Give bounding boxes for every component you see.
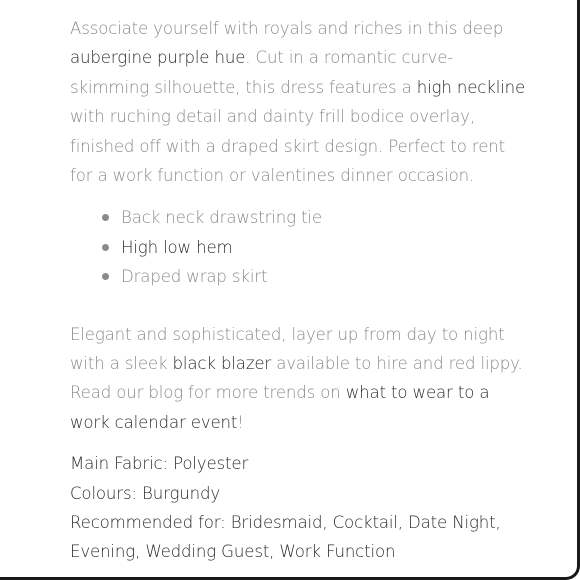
high-low-hem-link[interactable]: High low hem xyxy=(121,237,233,257)
styling-text: available to hire and red lippy. Read our blog for more trends on xyxy=(70,354,523,403)
product-specs xyxy=(70,449,530,567)
feature-list xyxy=(70,203,530,291)
feature-list-item[interactable] xyxy=(70,233,530,262)
feature-text: Draped wrap skirt xyxy=(121,267,268,287)
black-blazer-link[interactable]: black blazer xyxy=(172,354,272,374)
description-text: Associate yourself with royals and riches in this deep xyxy=(70,19,504,38)
high-neckline-link[interactable]: high neckline xyxy=(416,77,526,97)
description-text: with ruching detail and dainty frill bodice overlay, finished off with a draped skirt design. Perfect to rent for a work function or valentines dinner occasion. xyxy=(70,107,505,186)
styling-text: Elegant and sophisticated, layer up from day to night with a sleek xyxy=(70,324,505,374)
description-text: . Cut in a romantic curve-skimming silhouette, this dress features a xyxy=(70,48,454,97)
spec-fabric: Main Fabric: Polyester xyxy=(70,454,249,474)
work-calendar-event-link[interactable]: what to wear to a work calendar event xyxy=(70,383,490,432)
feature-list-item xyxy=(70,203,530,232)
description-paragraph xyxy=(70,14,530,190)
feature-text: Back neck drawstring tie xyxy=(121,208,322,228)
feature-list-item xyxy=(70,262,530,291)
aubergine-purple-link[interactable]: aubergine purple hue xyxy=(70,48,246,68)
styling-text: ! xyxy=(237,412,244,432)
spec-colours: Colours: Burgundy xyxy=(70,483,221,503)
spec-recommended: Recommended for: Bridesmaid, Cocktail, Date Night, Evening, Wedding Guest, Work Function xyxy=(70,513,501,562)
product-description xyxy=(70,14,530,567)
styling-paragraph xyxy=(70,320,530,438)
